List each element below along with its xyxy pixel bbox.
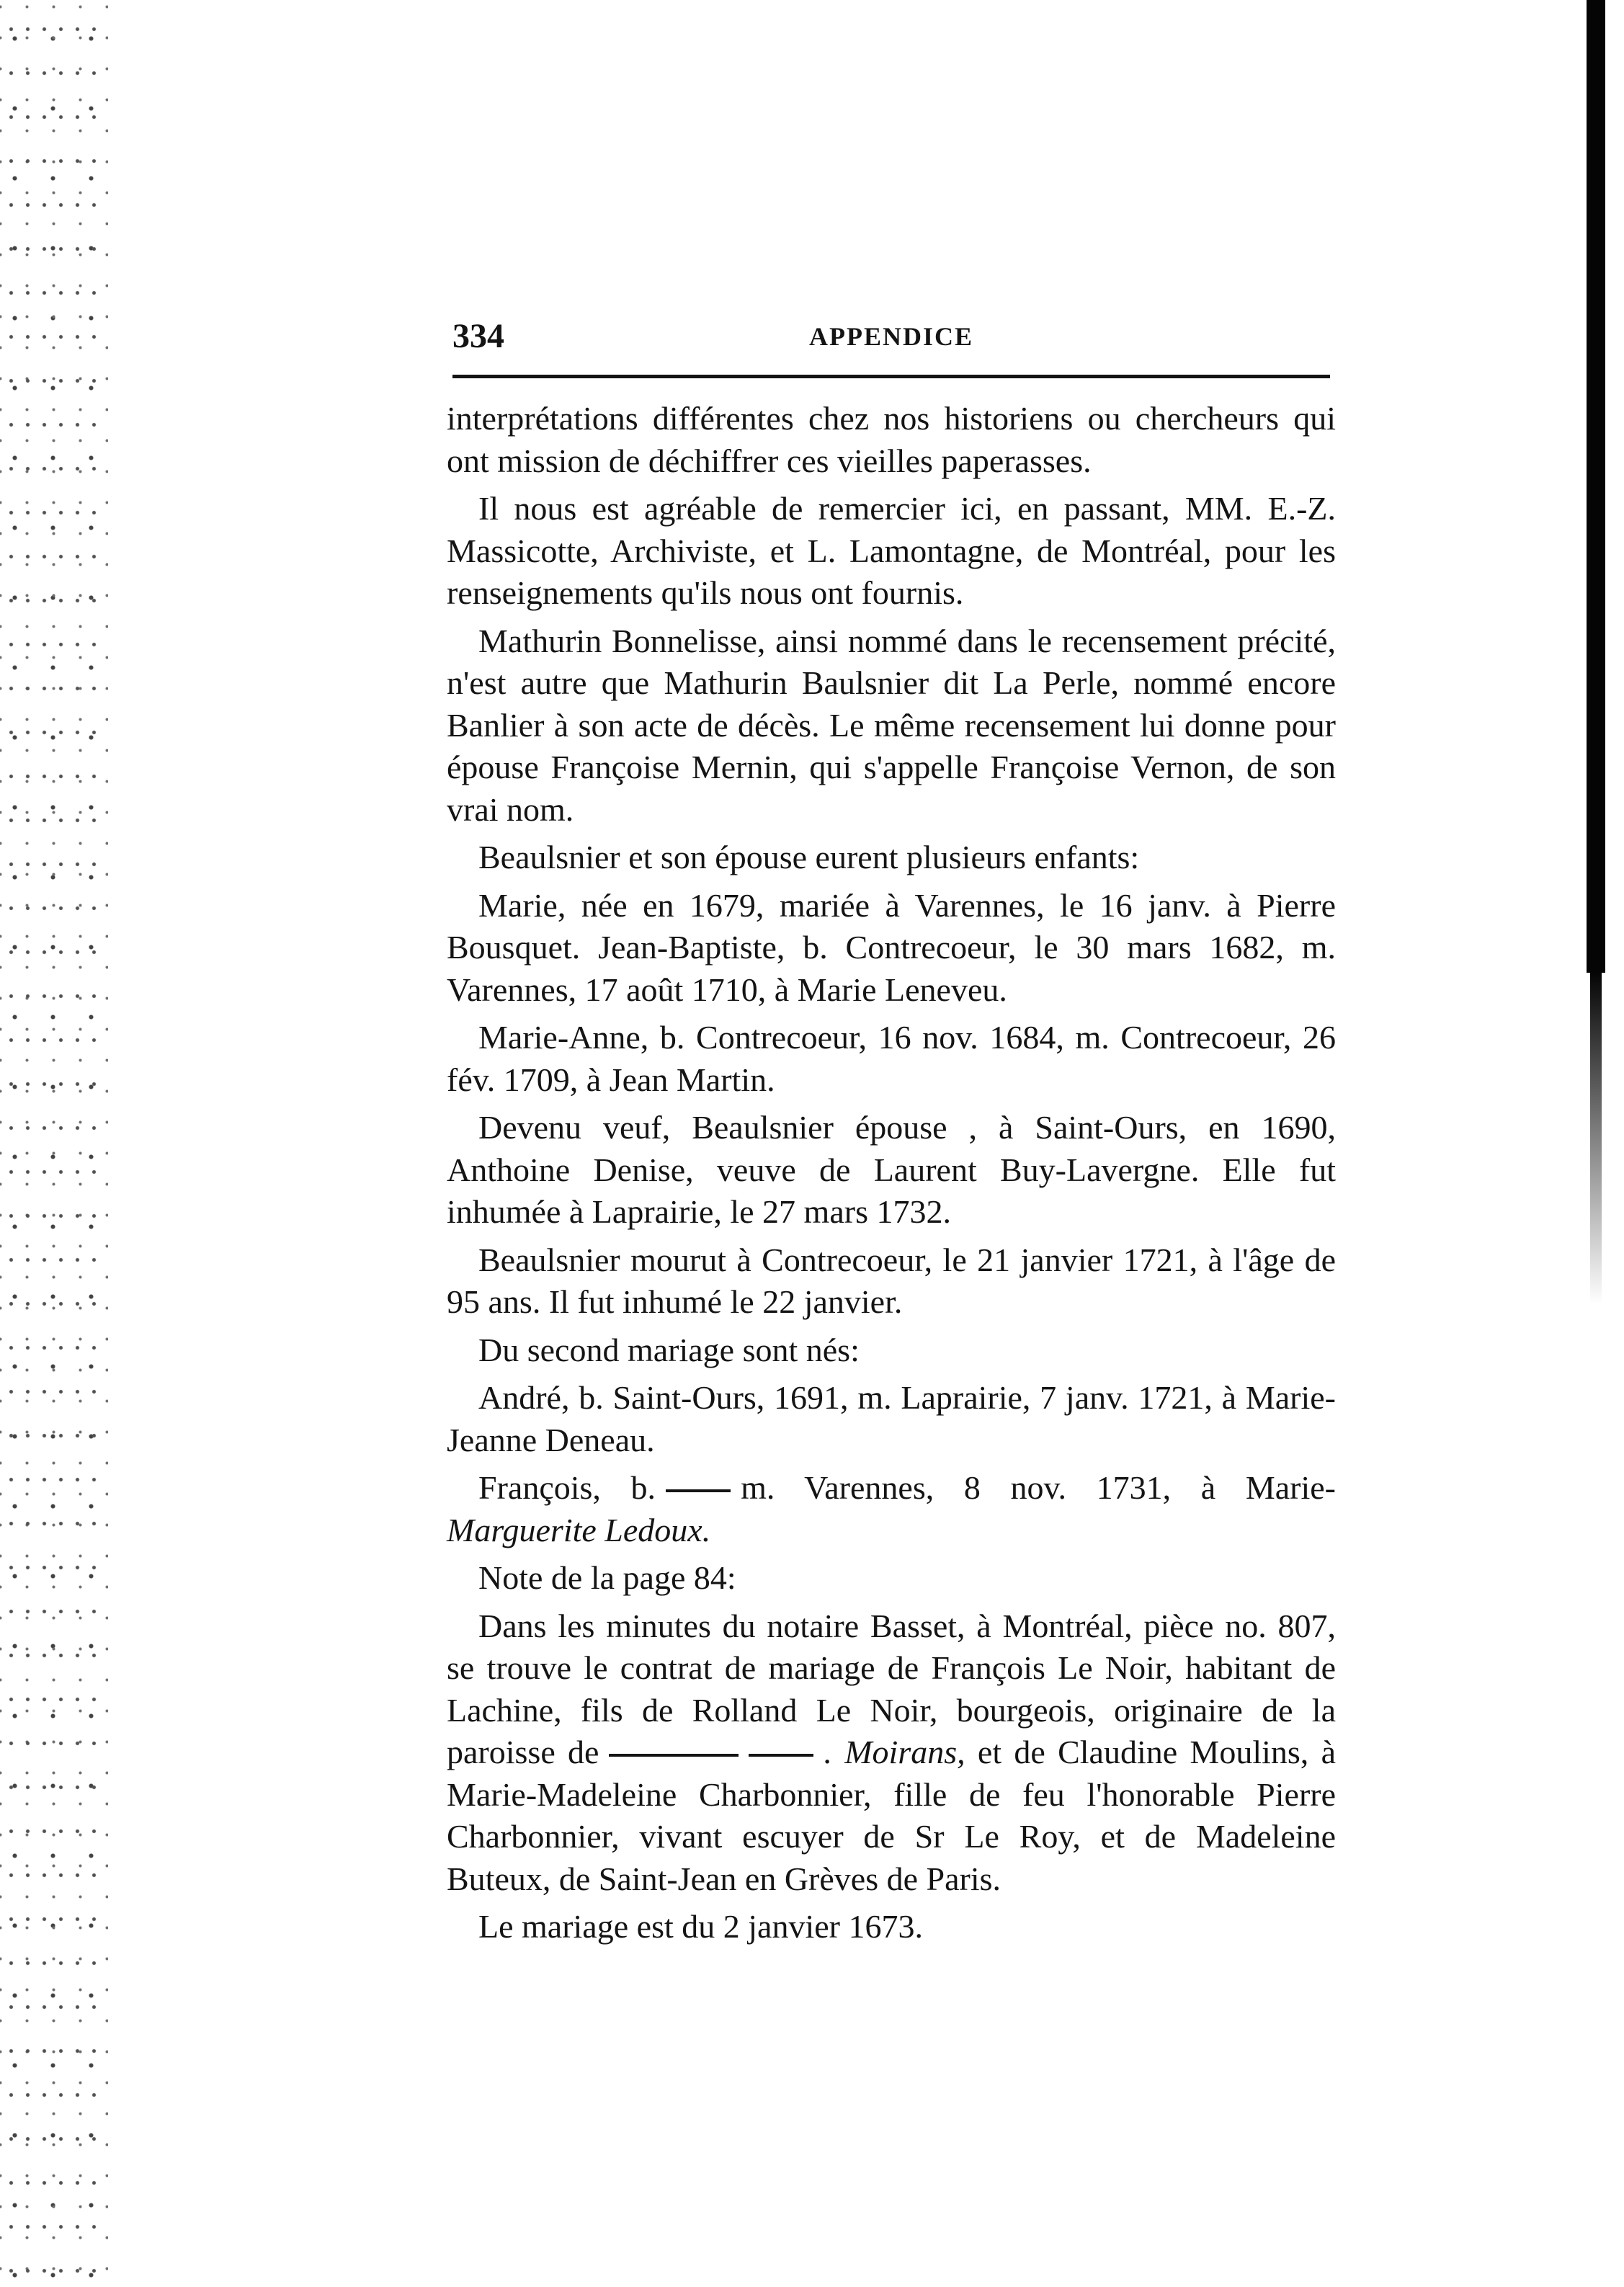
scan-edge-speckles xyxy=(0,0,108,2287)
paragraph-marie-anne: Marie-Anne, b. Contrecoeur, 16 nov. 1684, m. Contrecoeur, 26 fév. 1709, à Jean Martin. xyxy=(447,1019,1336,1098)
paragraph-second-children-intro: Du second mariage sont nés: xyxy=(478,1331,860,1368)
scan-binding-shadow xyxy=(1587,0,1605,973)
basset-text-after: et de Claudine Moulins, à Marie-Madeleine Charbonnier, fille de feu l'honorable Pierre Charbonnier, vivant escuyer de Sr Le Roy, et de Madeleine Buteux, de Saint-Jean en Grèves de Paris. xyxy=(447,1734,1336,1897)
body-text xyxy=(447,398,1336,1954)
header-rule xyxy=(452,375,1330,378)
paragraph-acknowledgement: Il nous est agréable de remercier ici, en passant, MM. E.-Z. Massicotte, Archiviste, et L. Lamontagne, de Montréal, pour les renseignements qu'ils nous ont fournis. xyxy=(447,490,1336,611)
running-head xyxy=(452,311,1330,362)
paragraph-death: Beaulsnier mourut à Contrecoeur, le 21 janvier 1721, à l'âge de 95 ans. Il fut inhumé le 22 janvier. xyxy=(447,1241,1336,1320)
francois-text-after: m. Varennes, 8 nov. 1731, à Marie- xyxy=(741,1469,1337,1506)
paragraph-francois xyxy=(447,1467,1336,1551)
blank-line xyxy=(749,1754,813,1757)
page-heading: APPENDICE xyxy=(808,322,973,351)
blank-line xyxy=(609,1754,739,1757)
paragraph-continuation: interprétations différentes chez nos historiens ou chercheurs qui ont mission de déchiffrer ces vieilles paperasses. xyxy=(447,400,1336,479)
paragraph-marriage-date: Le mariage est du 2 janvier 1673. xyxy=(478,1908,923,1945)
paragraph-andre: André, b. Saint-Ours, 1691, m. Laprairie, 7 janv. 1721, à Marie-Jeanne Deneau. xyxy=(447,1379,1336,1458)
paragraph-basset-contract xyxy=(447,1605,1336,1901)
paragraph-note-heading: Note de la page 84: xyxy=(478,1559,736,1596)
scan-binding-shadow-fade xyxy=(1590,973,1602,1304)
paragraph-children-intro: Beaulsnier et son épouse eurent plusieurs enfants: xyxy=(478,839,1140,875)
paragraph-second-marriage: Devenu veuf, Beaulsnier épouse , à Saint-Ours, en 1690, Anthoine Denise, veuve de Laurent Buy-Lavergne. Elle fut inhumée à Laprairie, le 27 mars 1732. xyxy=(447,1109,1336,1230)
francois-text-italic: Marguerite Ledoux. xyxy=(447,1511,711,1548)
blank-line xyxy=(666,1489,731,1492)
paragraph-marie: Marie, née en 1679, mariée à Varennes, le 16 janv. à Pierre Bousquet. Jean-Baptiste, b. Contrecoeur, le 30 mars 1682, m. Varennes, 17 août 1710, à Marie Leneveu. xyxy=(447,886,1336,1008)
page-number: 334 xyxy=(452,317,504,355)
basset-text-italic: . Moirans, xyxy=(824,1734,965,1770)
francois-text-before: François, b. xyxy=(478,1469,656,1506)
paragraph-bonnelisse: Mathurin Bonnelisse, ainsi nommé dans le recensement précité, n'est autre que Mathurin Baulsnier dit La Perle, nommé encore Banlier à son acte de décès. Le même recensement lui donne pour épouse Françoise Mernin, qui s'appelle Françoise Vernon, de son vrai nom. xyxy=(447,622,1336,828)
basset-text-before: Dans les minutes du notaire Basset, à Montréal, pièce no. 807, se trouve le contrat de mariage de François Le Noir, habitant de Lachine, fils de Rolland Le Noir, bourgeois, originaire de la paroisse de xyxy=(447,1607,1336,1770)
